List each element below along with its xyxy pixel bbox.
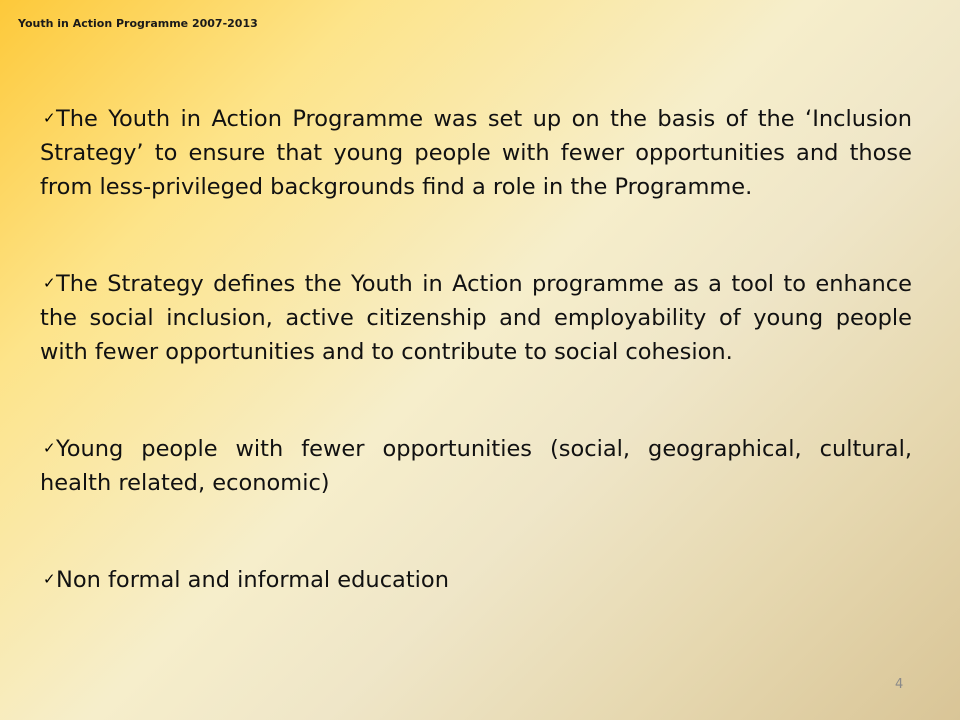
bullet-item: [40, 266, 912, 369]
bullet-text: Non formal and informal education: [56, 567, 449, 593]
bullet-text: The Youth in Action Programme was set up on the basis of the ‘Inclusion Strategy’ to ensure that young people with fewer opportunities and those from less-privileged backgrounds find a role in the Programme.: [40, 106, 912, 200]
slide-body: [40, 100, 912, 597]
checkmark-icon: ✓: [43, 439, 56, 457]
slide-header-title: Youth in Action Programme 2007-2013: [18, 17, 258, 30]
bullet-item: [40, 431, 912, 500]
bullet-text: The Strategy defines the Youth in Action programme as a tool to enhance the social inclusion, active citizenship and employability of young people with fewer opportunities and to contribute to social cohesion.: [40, 271, 912, 365]
bullet-text: Young people with fewer opportunities (social, geographical, cultural, health related, economic): [40, 436, 912, 496]
checkmark-icon: ✓: [43, 570, 56, 588]
checkmark-icon: ✓: [43, 109, 56, 127]
page-number: 4: [895, 677, 904, 692]
bullet-item: [40, 101, 912, 204]
bullet-item: [40, 562, 912, 597]
checkmark-icon: ✓: [43, 274, 56, 292]
